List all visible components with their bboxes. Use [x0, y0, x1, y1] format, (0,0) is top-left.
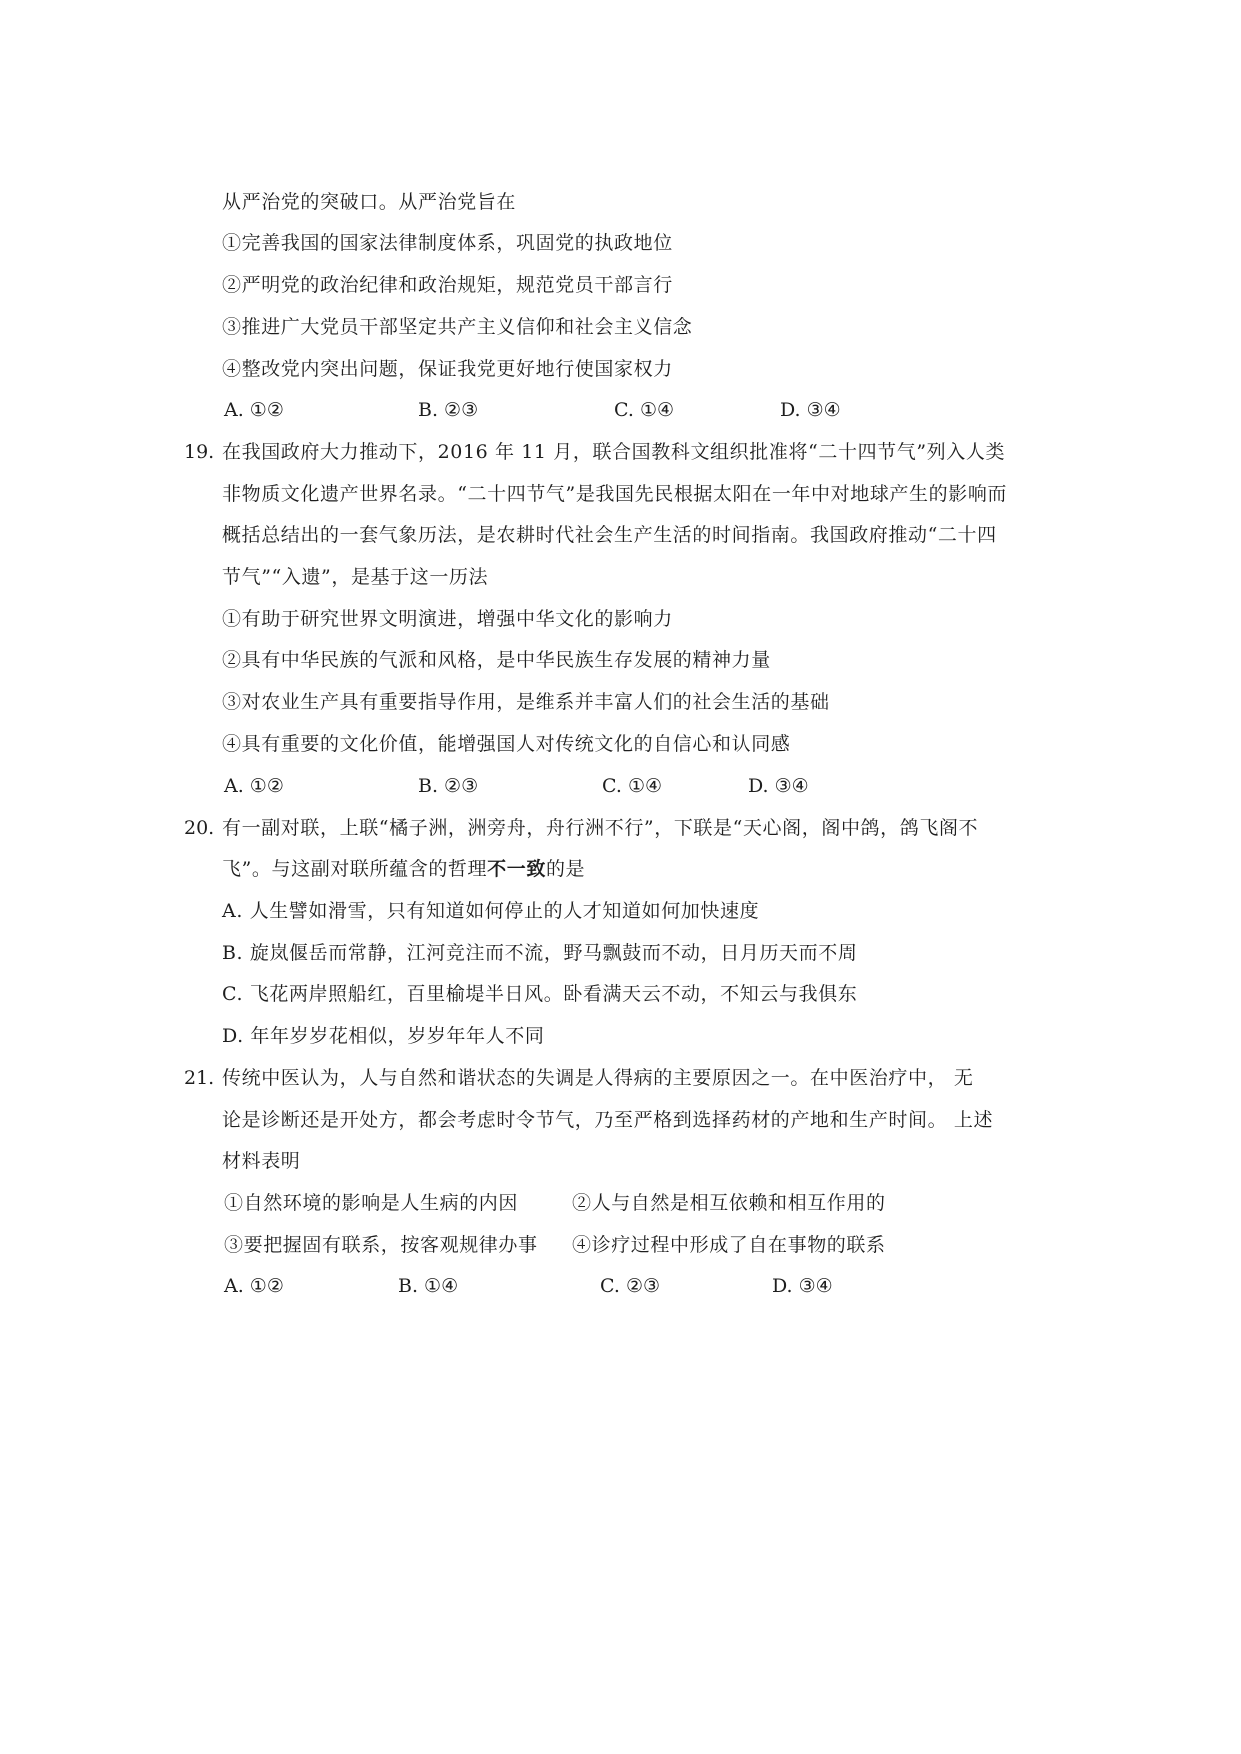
q19-stem-line-2: 非物质文化遗产世界名录。“二十四节气”是我国先民根据太阳在一年中对地球产生的影响而	[222, 483, 1008, 505]
q18-item-1: ①完善我国的国家法律制度体系，巩固党的执政地位	[222, 232, 673, 254]
q18-option-b: B. ②③	[418, 399, 479, 421]
q20-stem-pre: 飞”。与这副对联所蕴含的哲理	[222, 858, 488, 880]
q21-stem-line-1: 传统中医认为，人与自然和谐状态的失调是人得病的主要原因之一。在中医治疗中， 无	[222, 1067, 974, 1089]
q19-item-3: ③对农业生产具有重要指导作用，是维系并丰富人们的社会生活的基础	[222, 691, 830, 713]
q20-stem-post: 的是	[545, 858, 586, 880]
q20-stem-line-1: 有一副对联，上联“橘子洲，洲旁舟，舟行洲不行”，下联是“天心阁，阁中鸽，鸽飞阁不	[222, 817, 979, 839]
q18-option-a: A. ①②	[224, 399, 284, 421]
q21-item-2: ②人与自然是相互依赖和相互作用的	[572, 1192, 886, 1214]
q21-item-4: ④诊疗过程中形成了自在事物的联系	[572, 1234, 886, 1256]
q21-option-a: A. ①②	[224, 1275, 284, 1297]
q18-item-2: ②严明党的政治纪律和政治规矩，规范党员干部言行	[222, 274, 673, 296]
q21-option-b: B. ①④	[398, 1275, 459, 1297]
q20-choice-a: A. 人生譬如滑雪，只有知道如何停止的人才知道如何加快速度	[222, 900, 760, 922]
q19-stem-line-3: 概括总结出的一套气象历法，是农耕时代社会生产生活的时间指南。我国政府推动“二十四	[222, 524, 997, 546]
q19-number: 19.	[184, 441, 215, 463]
q20-choice-b: B. 旋岚偃岳而常静，江河竞注而不流，野马飘鼓而不动，日月历天而不周	[222, 942, 858, 964]
q19-option-a: A. ①②	[224, 775, 284, 797]
q19-option-d: D. ③④	[748, 775, 809, 797]
q20-choice-c: C. 飞花两岸照船红，百里榆堤半日风。卧看满天云不动，不知云与我俱东	[222, 983, 858, 1005]
q21-number: 21.	[184, 1067, 215, 1089]
q20-number: 20.	[184, 817, 215, 839]
q20-stem-line-2	[222, 857, 585, 881]
q21-option-c: C. ②③	[600, 1275, 661, 1297]
q19-option-b: B. ②③	[418, 775, 479, 797]
q18-stem-tail: 从严治党的突破口。从严治党旨在	[222, 191, 517, 213]
q21-option-d: D. ③④	[772, 1275, 833, 1297]
q21-item-3: ③要把握固有联系，按客观规律办事	[224, 1234, 538, 1256]
q18-item-3: ③推进广大党员干部坚定共产主义信仰和社会主义信念	[222, 316, 693, 338]
q19-stem-line-1: 在我国政府大力推动下，2016 年 11 月，联合国教科文组织批准将“二十四节气”列入人类	[222, 441, 1006, 463]
q19-stem-line-4: 节气”“入遗”，是基于这一历法	[222, 566, 489, 588]
q19-item-4: ④具有重要的文化价值，能增强国人对传统文化的自信心和认同感	[222, 733, 791, 755]
q21-stem-line-3: 材料表明	[222, 1150, 301, 1172]
q19-item-1: ①有助于研究世界文明演进，增强中华文化的影响力	[222, 608, 673, 630]
q20-choice-d: D. 年年岁岁花相似，岁岁年年人不同	[222, 1025, 545, 1047]
q21-stem-line-2: 论是诊断还是开处方，都会考虑时令节气，乃至严格到选择药材的产地和生产时间。 上述	[222, 1109, 994, 1131]
q18-option-c: C. ①④	[614, 399, 675, 421]
q19-item-2: ②具有中华民族的气派和风格，是中华民族生存发展的精神力量	[222, 649, 771, 671]
q18-option-d: D. ③④	[780, 399, 841, 421]
q19-option-c: C. ①④	[602, 775, 663, 797]
q21-item-1: ①自然环境的影响是人生病的内因	[224, 1192, 519, 1214]
q18-item-4: ④整改党内突出问题，保证我党更好地行使国家权力	[222, 358, 673, 380]
q20-stem-emphasis: 不一致	[487, 858, 546, 880]
